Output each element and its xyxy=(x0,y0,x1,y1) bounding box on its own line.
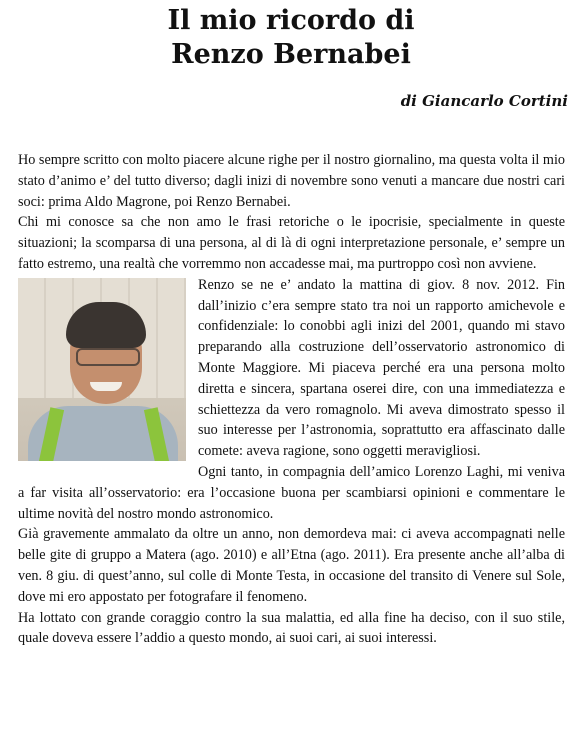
paragraph: Renzo se ne e’ andato la mattina di giov. 8 nov. 2012. Fin dall’inizio c’era sempre stato tra noi un rapporto amichevole e confidenziale: lo conobbi agli inizi del 2001, quando mi stavo preparando alla costruzione dell’osservatorio astronomico di Monte Maggiore. Mi piaceva perché era una persona molto diretta e sincera, spartana oserei dire, con una immediatezza e schiettezza da vero romagnolo. Mi aveva dimostrato spesso il suo interesse per l’astronomia, soprattutto era affascinato dalle comete: aveva ragione, sono oggetti meravigliosi. xyxy=(198,276,565,460)
article-title-line-1: Il mio ricordo di xyxy=(167,5,415,36)
article-body xyxy=(18,150,565,649)
paragraph: Chi mi conosce sa che non amo le frasi retoriche o le ipocrisie, specialmente in queste situazioni; la scomparsa di una persona, al di là di ogni interpretazione personale, e’ sempre un fatto estremo, una realtà che vorremmo non accadesse mai, ma purtroppo così non avviene. xyxy=(18,214,565,272)
paragraph: Ogni tanto, in compagnia dell’amico Lorenzo Laghi, mi veniva a far visita all’osservatorio: era l’occasione buona per scambiarsi opinioni e commentare le ultime novità del nostro mondo astronomico. xyxy=(18,463,565,522)
article-title-line-2: Renzo Bernabei xyxy=(171,39,411,70)
article-byline: di Giancarlo Cortini xyxy=(400,92,568,110)
paragraph: Ho sempre scritto con molto piacere alcune righe per il nostro giornalino, ma questa volta il mio stato d’animo e’ del tutto diverso; dagli inizi di novembre sono venuti a mancare due nostri cari soci: prima Aldo Magrone, poi Renzo Bernabei. xyxy=(18,152,565,210)
paragraph: Ha lottato con grande coraggio contro la sua malattia, ed alla fine ha deciso, con il suo stile, quale doveva essere l’addio a questo mondo, ai suoi cari, ai suoi interessi. xyxy=(18,609,565,647)
paragraph: Già gravemente ammalato da oltre un anno, non demordeva mai: ci aveva accompagnati nelle belle gite di gruppo a Matera (ago. 2010) e all’Etna (ago. 2011). Era presente anche all’alba di ven. 8 giu. di quest’anno, sul colle di Monte Testa, in occasione del transito di Venere sul Sole, dove mi ero appostato per fotografare il fenomeno. xyxy=(18,526,565,605)
portrait-photo xyxy=(18,278,186,461)
